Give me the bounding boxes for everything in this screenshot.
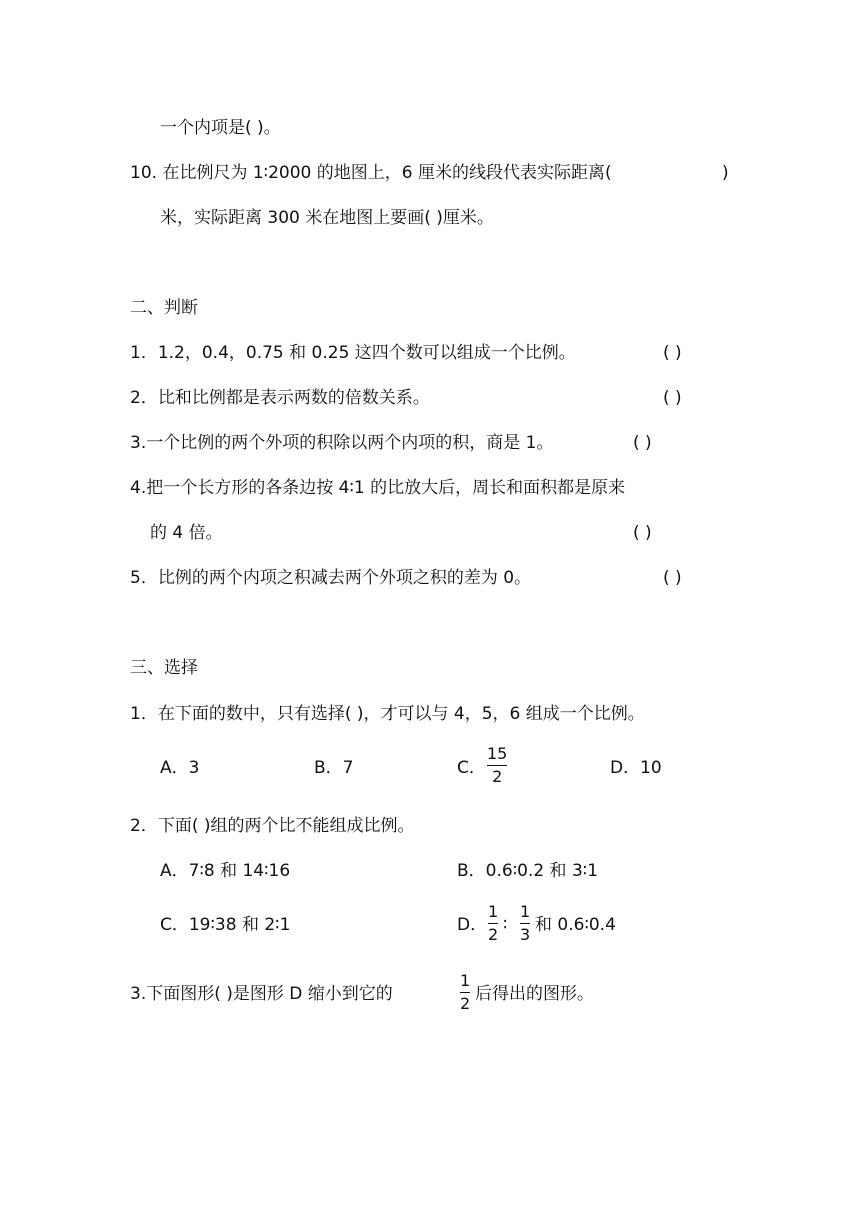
choice-q2-option-d-label[interactable]: D． xyxy=(457,915,488,935)
choice-q3-stem-end: 后得出的图形。 xyxy=(475,984,594,1004)
choice-q1-option-d[interactable]: D．10 xyxy=(610,758,662,778)
judge-item-5-answer-blank[interactable]: ( ) xyxy=(663,568,682,588)
choice-q2-option-a[interactable]: A．7∶8 和 14∶16 xyxy=(160,861,291,881)
choice-q2-option-b[interactable]: B．0.6∶0.2 和 3∶1 xyxy=(457,861,599,881)
judge-item-1: 1．1.2，0.4，0.75 和 0.25 这四个数可以组成一个比例。 xyxy=(130,343,576,363)
section-heading-judge: 二、判断 xyxy=(130,298,198,318)
judge-item-3-answer-blank[interactable]: ( ) xyxy=(633,433,652,453)
fraction-numerator: 1 xyxy=(460,971,471,990)
choice-q1-stem: 1．在下面的数中，只有选择( )，才可以与 4，5，6 组成一个比例。 xyxy=(130,704,645,724)
question-10-line-2: 米，实际距离 300 米在地图上要画( )厘米。 xyxy=(160,208,494,228)
choice-q2-stem: 2．下面( )组的两个比不能组成比例。 xyxy=(130,816,415,836)
judge-item-2: 2．比和比例都是表示两数的倍数关系。 xyxy=(130,388,430,408)
choice-q2-option-d-colon: ∶ xyxy=(503,915,508,935)
fraction-bar xyxy=(520,923,530,924)
question-10-close-paren: ) xyxy=(722,163,729,183)
fraction-denominator: 2 xyxy=(492,767,503,786)
fraction-bar xyxy=(460,992,470,993)
continued-question-line: 一个内项是( )。 xyxy=(160,118,281,138)
fraction-bar xyxy=(487,765,507,766)
judge-item-2-answer-blank[interactable]: ( ) xyxy=(663,388,682,408)
fraction-numerator: 15 xyxy=(487,744,508,763)
choice-q1-option-c-fraction xyxy=(487,745,507,786)
choice-q1-option-a[interactable]: A．3 xyxy=(160,758,200,778)
choice-q3-fraction xyxy=(460,972,470,1013)
choice-q2-option-d-fraction-2 xyxy=(520,903,530,944)
judge-item-4-line-2: 的 4 倍。 xyxy=(150,523,223,543)
choice-q1-option-b[interactable]: B．7 xyxy=(314,758,354,778)
fraction-denominator: 2 xyxy=(460,994,471,1013)
judge-item-5: 5．比例的两个内项之积减去两个外项之积的差为 0。 xyxy=(130,568,532,588)
judge-item-3: 3.一个比例的两个外项的积除以两个内项的积，商是 1。 xyxy=(130,433,554,453)
fraction-numerator: 1 xyxy=(520,902,531,921)
judge-item-1-answer-blank[interactable]: ( ) xyxy=(663,343,682,363)
fraction-denominator: 2 xyxy=(488,925,499,944)
choice-q1-option-c-label[interactable]: C． xyxy=(457,758,486,778)
fraction-numerator: 1 xyxy=(488,902,499,921)
fraction-bar xyxy=(488,923,498,924)
section-heading-choice: 三、选择 xyxy=(130,658,198,678)
fraction-denominator: 3 xyxy=(520,925,531,944)
choice-q2-option-d-rest: 和 0.6∶0.4 xyxy=(535,915,616,935)
choice-q3-stem-start: 3.下面图形( )是图形 D 缩小到它的 xyxy=(130,984,393,1004)
judge-item-4-answer-blank[interactable]: ( ) xyxy=(633,523,652,543)
question-10-line-1: 10. 在比例尺为 1∶2000 的地图上，6 厘米的线段代表实际距离( xyxy=(130,163,612,183)
choice-q2-option-c[interactable]: C．19∶38 和 2∶1 xyxy=(160,915,291,935)
choice-q2-option-d-fraction-1 xyxy=(488,903,498,944)
judge-item-4-line-1: 4.把一个长方形的各条边按 4∶1 的比放大后，周长和面积都是原来 xyxy=(130,478,626,498)
